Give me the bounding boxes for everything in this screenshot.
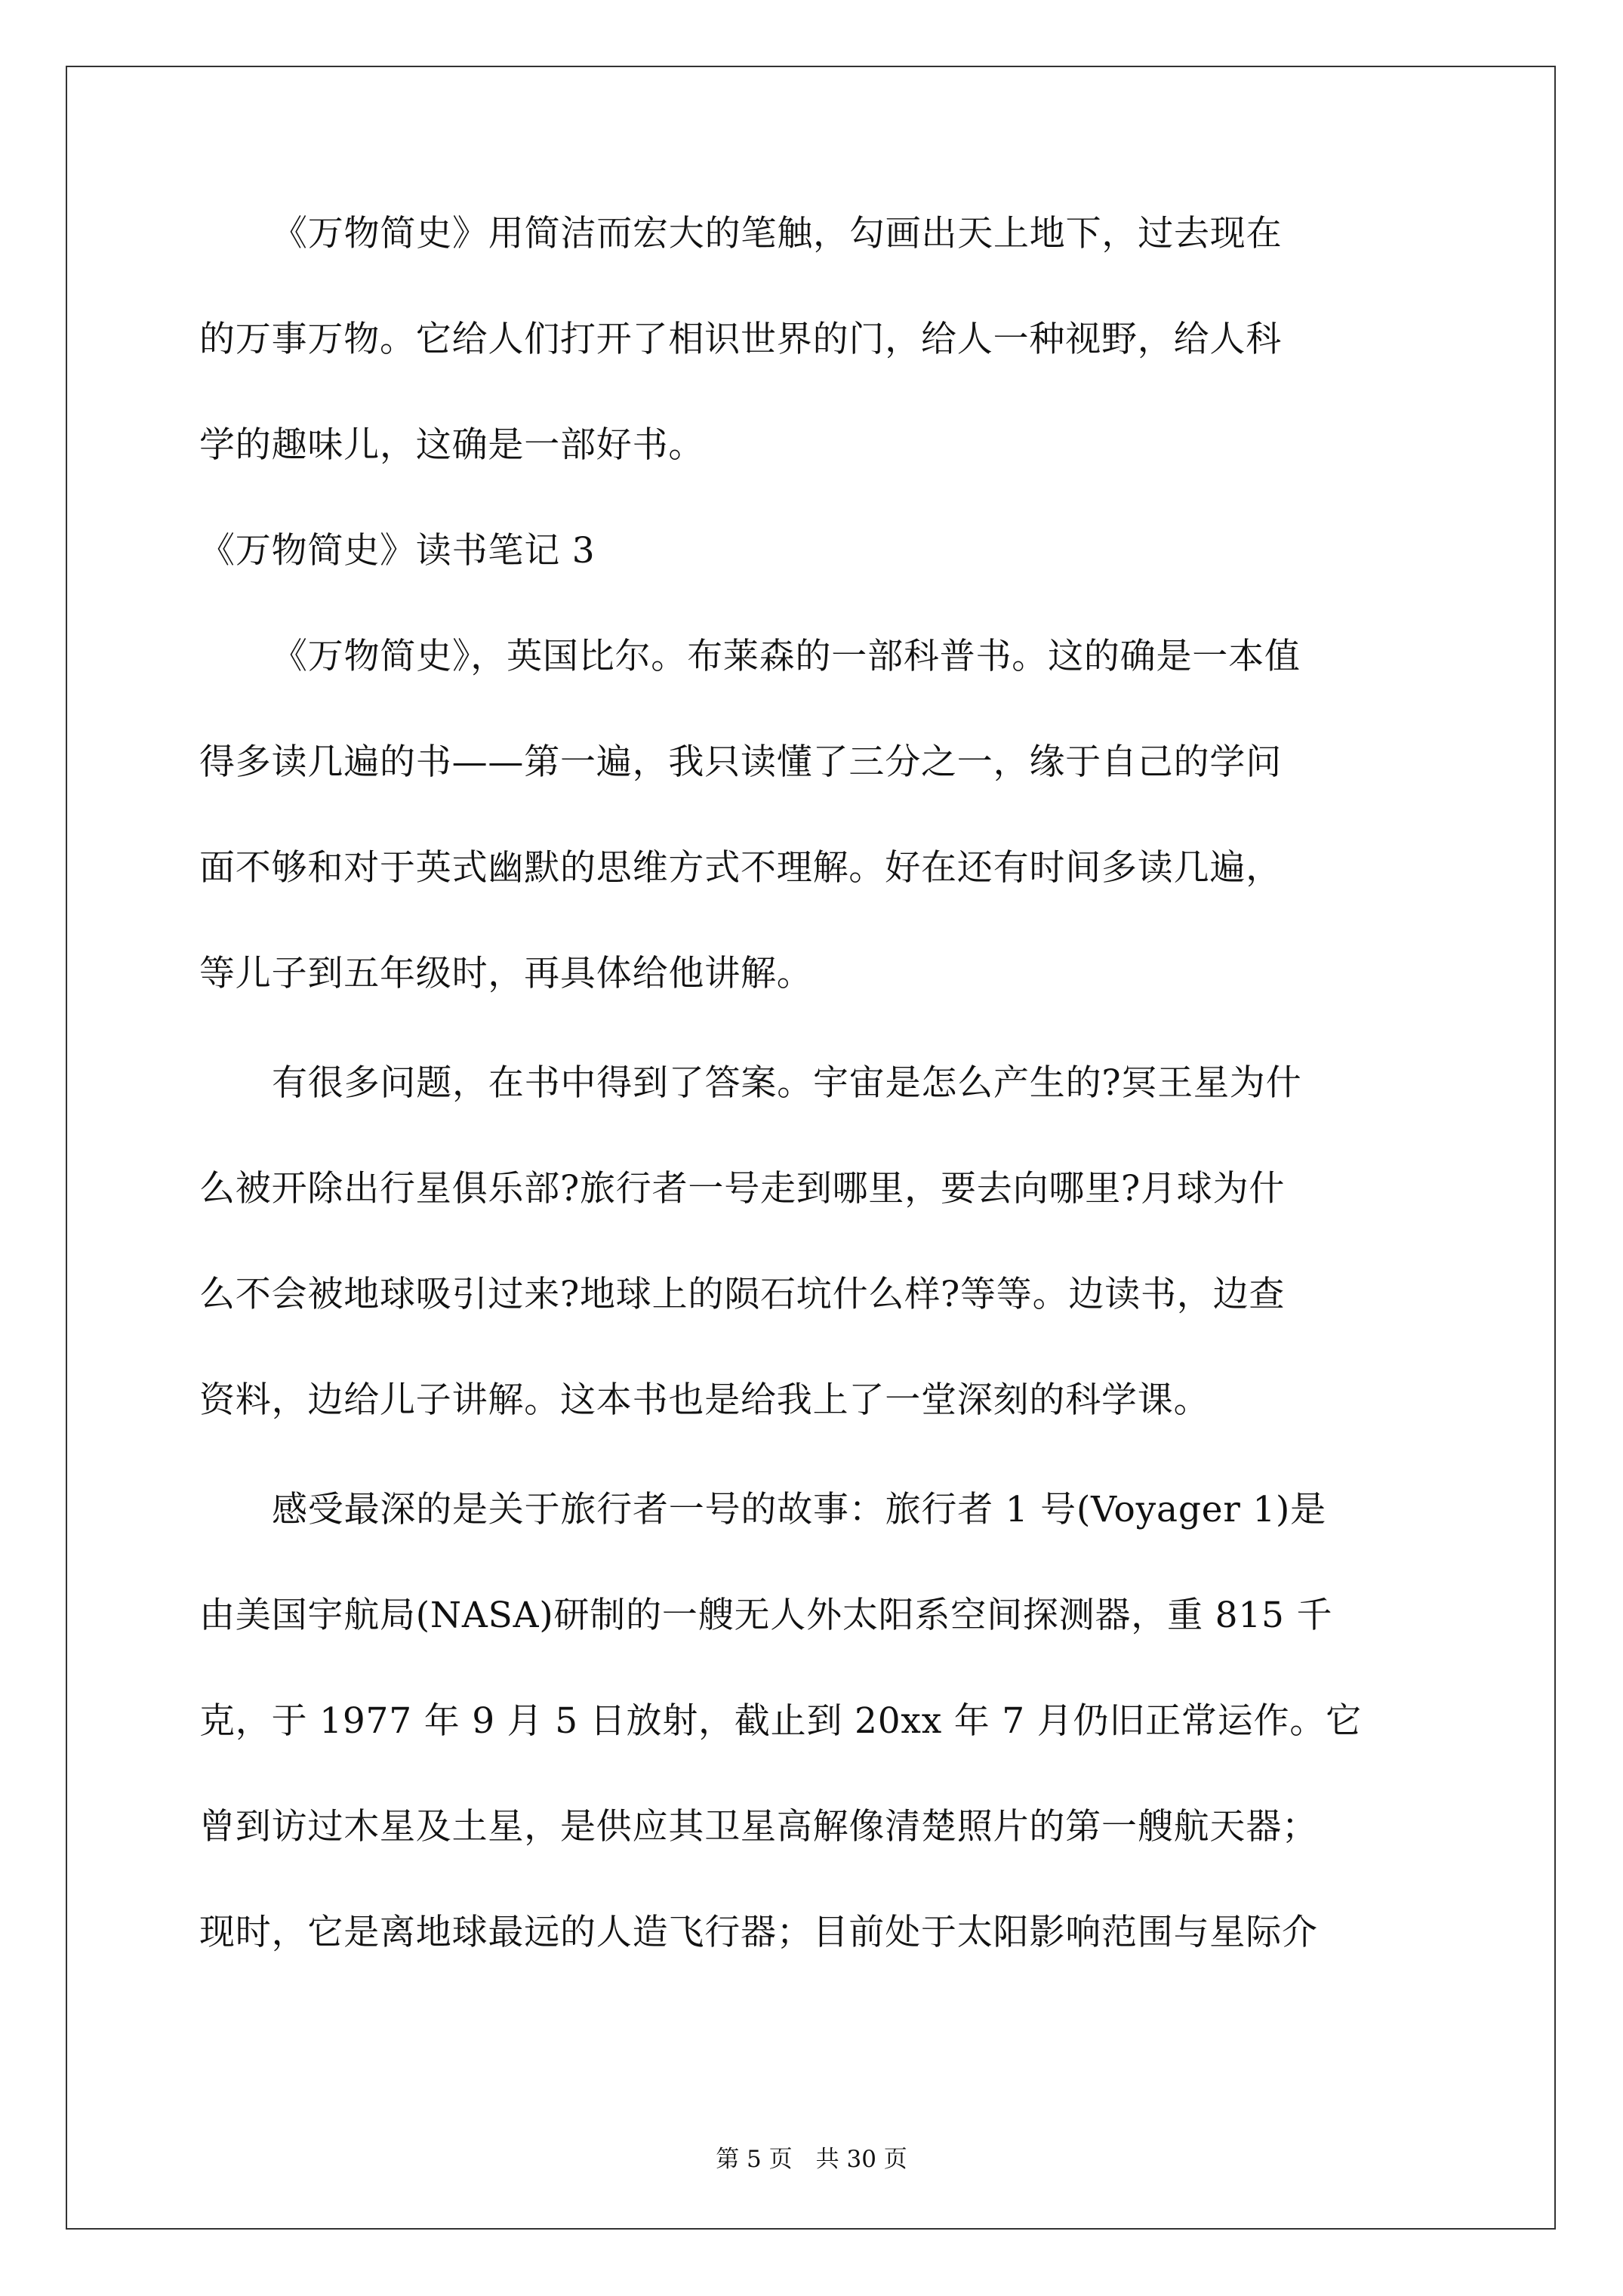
paragraph-2-line-1: 《万物简史》，英国比尔。布莱森的一部科普书。这的确是一本值 [272, 636, 1301, 677]
paragraph-1-line-1: 《万物简史》用简洁而宏大的笔触，勾画出天上地下，过去现在 [272, 213, 1283, 254]
paragraph-4-line-2: 由美国宇航局(NASA)研制的一艘无人外太阳系空间探测器，重 815 千 [199, 1595, 1333, 1636]
page-footer: 第 5 页 共 30 页 [716, 2146, 907, 2173]
paragraph-3-line-1: 有很多问题，在书中得到了答案。宇宙是怎么产生的?冥王星为什 [272, 1062, 1302, 1104]
paragraph-3-line-4: 资料，边给儿子讲解。这本书也是给我上了一堂深刻的科学课。 [199, 1379, 1210, 1421]
paragraph-4-line-4: 曾到访过木星及土星，是供应其卫星高解像清楚照片的第一艘航天器； [199, 1806, 1318, 1848]
paragraph-4-line-1: 感受最深的是关于旅行者一号的故事：旅行者 1 号(Voyager 1)是 [272, 1489, 1326, 1530]
paragraph-2-line-3: 面不够和对于英式幽默的思维方式不理解。好在还有时间多读几遍， [199, 847, 1282, 889]
paragraph-4-line-3: 克，于 1977 年 9 月 5 日放射，截止到 20xx 年 7 月仍旧正常运作。它 [199, 1700, 1362, 1742]
paragraph-4-line-5: 现时，它是离地球最远的人造飞行器；目前处于太阳影响范围与星际介 [199, 1912, 1318, 1953]
paragraph-2-line-4: 等儿子到五年级时，再具体给他讲解。 [199, 953, 813, 994]
paragraph-3-line-2: 么被开除出行星俱乐部?旅行者一号走到哪里，要去向哪里?月球为什 [199, 1168, 1286, 1210]
paragraph-3-line-3: 么不会被地球吸引过来?地球上的陨石坑什么样?等等。边读书，边查 [199, 1274, 1286, 1315]
paragraph-2-line-2: 得多读几遍的书——第一遍，我只读懂了三分之一，缘于自己的学问 [199, 741, 1282, 783]
paragraph-1-line-2: 的万事万物。它给人们打开了相识世界的门，给人一种视野，给人科 [199, 319, 1282, 360]
paragraph-1-line-3: 学的趣味儿，这确是一部好书。 [199, 424, 705, 466]
section-heading: 《万物简史》读书笔记 3 [199, 530, 596, 572]
